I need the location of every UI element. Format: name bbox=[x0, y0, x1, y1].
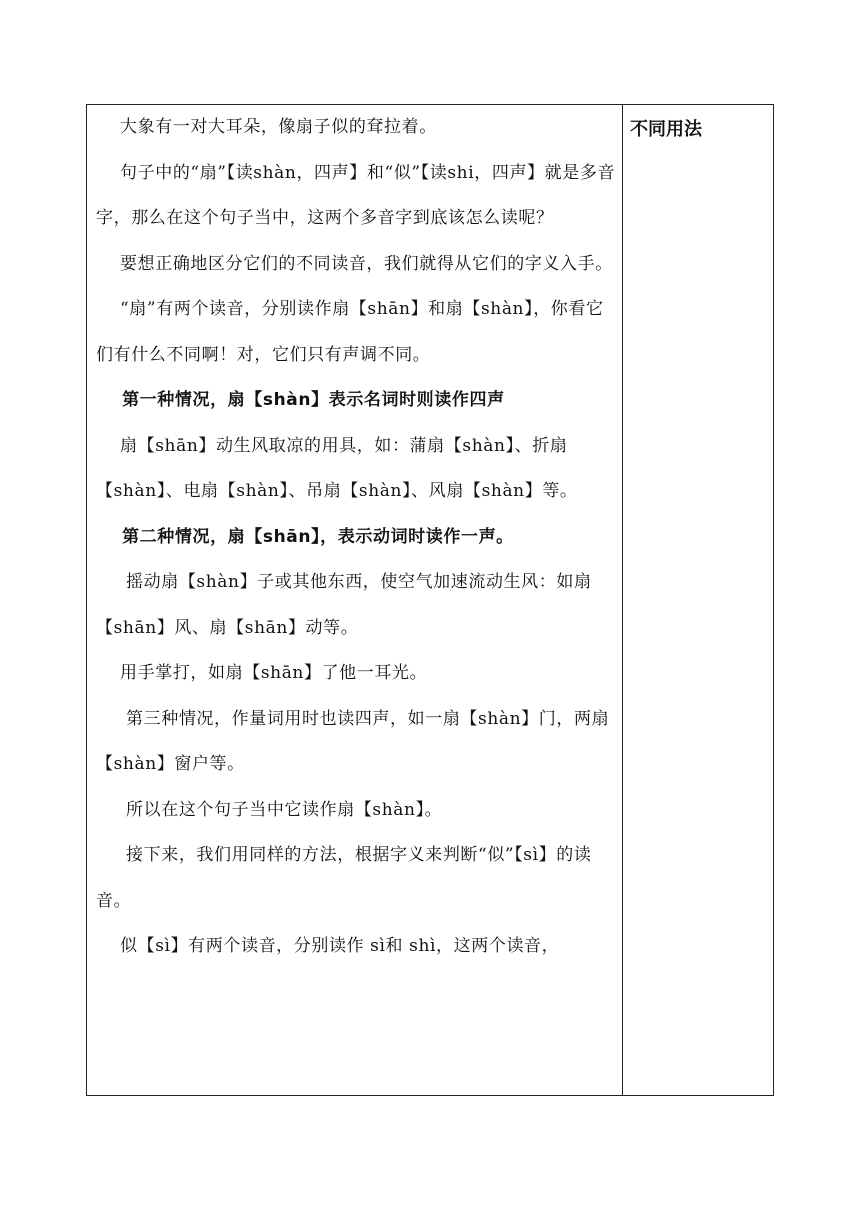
paragraph: 所以在这个句子当中它读作扇【shàn】。 bbox=[96, 799, 443, 820]
paragraph: 句子中的“扇”【读shàn，四声】和“似”【读shi，四声】就是多音字，那么在这个句子当中，这两个多音字到底该怎么读呢？ bbox=[96, 162, 616, 228]
content-table bbox=[86, 104, 774, 1096]
paragraph: 摇动扇【shàn】子或其他东西，使空气加速流动生风：如扇【shān】风、扇【shān】动等。 bbox=[96, 572, 592, 638]
section-heading: 第二种情况，扇【shān】，表示动词时读作一声。 bbox=[96, 526, 514, 547]
paragraph: 大象有一对大耳朵，像扇子似的耷拉着。 bbox=[96, 117, 437, 137]
paragraph: 似【sì】有两个读音，分别读作 sì和 shì，这两个读音， bbox=[96, 936, 560, 956]
paragraph: 要想正确地区分它们的不同读音，我们就得从它们的字义入手。 bbox=[96, 253, 613, 274]
side-label: 不同用法 bbox=[630, 119, 702, 140]
paragraph: 扇【shān】动生风取凉的用具，如：蒲扇【shàn】、折扇【shàn】、电扇【shàn】、吊扇【shàn】、风扇【shàn】等。 bbox=[96, 435, 578, 501]
paragraph: 接下来，我们用同样的方法，根据字义来判断“似”【sì】的读音。 bbox=[96, 845, 592, 911]
main-cell bbox=[96, 105, 616, 1095]
paragraph: 用手掌打，如扇【shān】了他一耳光。 bbox=[96, 663, 428, 683]
column-divider bbox=[622, 105, 623, 1095]
section-heading: 第一种情况，扇【shàn】表示名词时则读作四声 bbox=[96, 390, 505, 410]
paragraph: “扇”有两个读音，分别读作扇【shān】和扇【shàn】，你看它们有什么不同啊！对，它们只有声调不同。 bbox=[96, 299, 604, 365]
paragraph: 第三种情况，作量词用时也读四声，如一扇【shàn】门，两扇【shàn】窗户等。 bbox=[96, 708, 610, 774]
